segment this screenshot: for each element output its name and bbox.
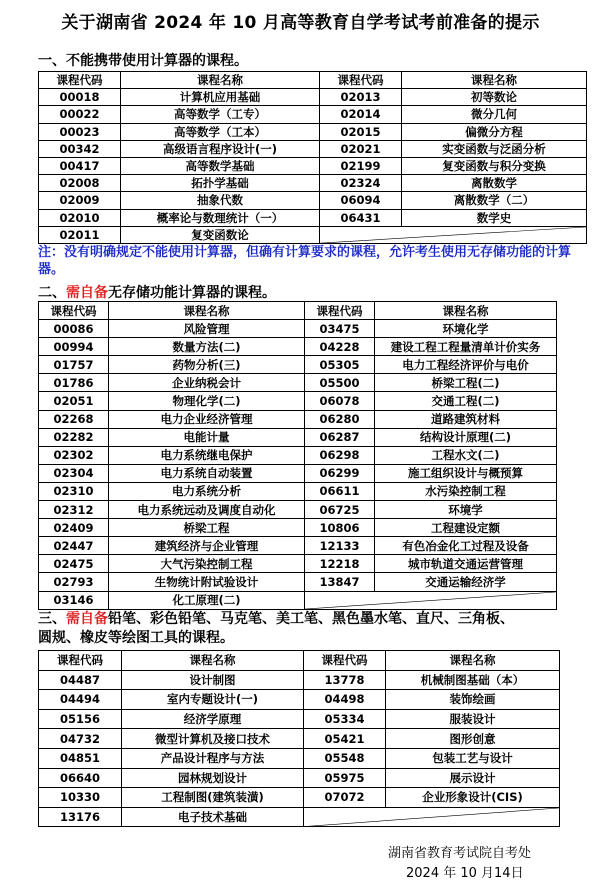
course-code: 04851 <box>39 748 122 768</box>
course-name: 概率论与数理统计（一） <box>121 209 320 226</box>
course-name: 药物分析(三) <box>109 356 305 374</box>
table-row <box>39 709 560 729</box>
course-code: 02013 <box>320 89 402 106</box>
table-row <box>39 446 557 464</box>
course-code: 12133 <box>305 537 375 555</box>
course-name: 图形创意 <box>386 729 560 749</box>
course-code: 02447 <box>39 537 109 555</box>
course-code: 02051 <box>39 392 109 410</box>
course-name: 拓扑学基础 <box>121 175 320 192</box>
course-name: 经济学原理 <box>122 709 304 729</box>
course-name: 施工组织设计与概预算 <box>375 464 557 482</box>
course-name: 桥梁工程 <box>109 519 305 537</box>
course-name: 电力系统自动装置 <box>109 464 305 482</box>
calculator-note: 注：没有明确规定不能使用计算器，但确有计算要求的课程，允许考生使用无存储功能的计算器。 <box>38 245 572 277</box>
course-name: 微型计算机及接口技术 <box>122 729 304 749</box>
header-cell: 课程代码 <box>39 302 109 320</box>
course-name: 工程制图(建筑装潢) <box>122 788 304 808</box>
course-code: 05305 <box>305 356 375 374</box>
table-row <box>39 537 557 555</box>
course-code: 02282 <box>39 428 109 446</box>
course-name: 产品设计程序与方法 <box>122 748 304 768</box>
course-name: 室内专题设计(一) <box>122 690 304 710</box>
course-code: 06094 <box>320 192 402 209</box>
course-name: 数量方法(二) <box>109 338 305 356</box>
course-name: 生物统计附试验设计 <box>109 573 305 591</box>
course-code: 00417 <box>39 157 121 174</box>
course-name: 电力系统分析 <box>109 482 305 500</box>
course-name: 服装设计 <box>386 709 560 729</box>
course-name: 复变函数论 <box>121 226 320 243</box>
header-row <box>39 302 557 320</box>
table-row <box>39 482 557 500</box>
course-name: 偏微分方程 <box>402 123 587 140</box>
header-cell: 课程名称 <box>386 651 560 671</box>
course-name: 设计制图 <box>122 670 304 690</box>
header-row <box>39 72 587 89</box>
course-name: 交通运输经济学 <box>375 573 557 591</box>
table-row <box>39 591 557 609</box>
table-row <box>39 192 587 209</box>
table-row <box>39 788 560 808</box>
table-row <box>39 338 557 356</box>
course-name: 物理化学(二) <box>109 392 305 410</box>
table-row <box>39 428 557 446</box>
table-row <box>39 175 587 192</box>
course-name: 环境学 <box>375 501 557 519</box>
table-needs-calculator <box>38 301 557 610</box>
header-row <box>39 651 560 671</box>
course-code: 02312 <box>39 501 109 519</box>
course-name: 高等数学（工本） <box>121 123 320 140</box>
course-name: 实变函数与泛函分析 <box>402 140 587 157</box>
course-name: 计算机应用基础 <box>121 89 320 106</box>
course-name: 交通工程(二) <box>375 392 557 410</box>
course-name: 电力工程经济评价与电价 <box>375 356 557 374</box>
course-name: 电子技术基础 <box>122 807 304 827</box>
table-row <box>39 123 587 140</box>
course-name: 微分几何 <box>402 106 587 123</box>
course-code: 03146 <box>39 591 109 609</box>
table-row <box>39 573 557 591</box>
course-code: 02475 <box>39 555 109 573</box>
course-code: 04732 <box>39 729 122 749</box>
course-code: 02014 <box>320 106 402 123</box>
table-row <box>39 519 557 537</box>
course-code: 00018 <box>39 89 121 106</box>
course-name: 离散数学（二） <box>402 192 587 209</box>
course-code: 02268 <box>39 410 109 428</box>
course-code: 04487 <box>39 670 122 690</box>
course-code: 02010 <box>39 209 121 226</box>
course-code: 00023 <box>39 123 121 140</box>
table-row <box>39 670 560 690</box>
course-name: 包装工艺与设计 <box>386 748 560 768</box>
empty-cell <box>304 807 560 827</box>
table-row <box>39 807 560 827</box>
header-cell: 课程代码 <box>39 651 122 671</box>
course-name: 展示设计 <box>386 768 560 788</box>
course-name: 抽象代数 <box>121 192 320 209</box>
header-cell: 课程名称 <box>109 302 305 320</box>
course-code: 05500 <box>305 374 375 392</box>
course-name: 企业纳税会计 <box>109 374 305 392</box>
course-code: 12218 <box>305 555 375 573</box>
course-code: 05548 <box>304 748 386 768</box>
table-row <box>39 226 587 243</box>
course-code: 05421 <box>304 729 386 749</box>
section2-highlight: 需自备 <box>66 285 108 301</box>
course-code: 00022 <box>39 106 121 123</box>
footer-org: 湖南省教育考试院自考处 <box>388 846 532 861</box>
course-code: 06280 <box>305 410 375 428</box>
course-name: 高等数学（工专） <box>121 106 320 123</box>
course-code: 06078 <box>305 392 375 410</box>
table-row <box>39 209 587 226</box>
header-cell: 课程代码 <box>39 72 121 89</box>
course-code: 04494 <box>39 690 122 710</box>
page-title: 关于湖南省 2024 年 10 月高等教育自学考试考前准备的提示 <box>61 13 540 33</box>
course-name: 电力系统远动及调度自动化 <box>109 501 305 519</box>
course-code: 06611 <box>305 482 375 500</box>
course-code: 13778 <box>304 670 386 690</box>
table-row <box>39 410 557 428</box>
course-code: 05334 <box>304 709 386 729</box>
course-code: 06287 <box>305 428 375 446</box>
course-code: 02409 <box>39 519 109 537</box>
footer-date: 2024 年 10 月14日 <box>406 866 524 881</box>
course-code: 00342 <box>39 140 121 157</box>
header-cell: 课程名称 <box>402 72 587 89</box>
table-row <box>39 555 557 573</box>
diagonal-slash <box>320 227 586 243</box>
course-code: 02324 <box>320 175 402 192</box>
course-code: 06640 <box>39 768 122 788</box>
table-row <box>39 392 557 410</box>
table-row <box>39 106 587 123</box>
table-row <box>39 140 587 157</box>
course-name: 企业形象设计(CIS) <box>386 788 560 808</box>
diagonal-slash <box>305 592 556 609</box>
table-row <box>39 320 557 338</box>
course-name: 水污染控制工程 <box>375 482 557 500</box>
course-code: 01786 <box>39 374 109 392</box>
course-name: 大气污染控制工程 <box>109 555 305 573</box>
course-name: 环境化学 <box>375 320 557 338</box>
course-code: 06725 <box>305 501 375 519</box>
course-name: 复变函数与积分变换 <box>402 157 587 174</box>
table-row <box>39 374 557 392</box>
section3-heading: 三、需自备铅笔、彩色铅笔、马克笔、美工笔、黑色墨水笔、直尺、三角板、 圆规、橡皮等绘图工具的课程。 <box>38 611 514 646</box>
table-row <box>39 89 587 106</box>
course-code: 02021 <box>320 140 402 157</box>
course-name: 建筑经济与企业管理 <box>109 537 305 555</box>
header-cell: 课程代码 <box>304 651 386 671</box>
course-code: 02310 <box>39 482 109 500</box>
course-code: 02302 <box>39 446 109 464</box>
course-name: 建设工程工程量清单计价实务 <box>375 338 557 356</box>
course-code: 13176 <box>39 807 122 827</box>
section2-heading: 二、需自备无存储功能计算器的课程。 <box>38 285 276 301</box>
header-cell: 课程代码 <box>320 72 402 89</box>
course-name: 高级语言程序设计(一) <box>121 140 320 157</box>
course-name: 机械制图基础（本） <box>386 670 560 690</box>
course-name: 电力系统继电保护 <box>109 446 305 464</box>
course-code: 06431 <box>320 209 402 226</box>
table-row <box>39 157 587 174</box>
header-cell: 课程名称 <box>121 72 320 89</box>
header-cell: 课程代码 <box>305 302 375 320</box>
course-name: 有色冶金化工过程及设备 <box>375 537 557 555</box>
course-name: 初等数论 <box>402 89 587 106</box>
course-code: 00994 <box>39 338 109 356</box>
course-code: 02015 <box>320 123 402 140</box>
course-code: 10330 <box>39 788 122 808</box>
table-row <box>39 464 557 482</box>
course-name: 离散数学 <box>402 175 587 192</box>
course-code: 02009 <box>39 192 121 209</box>
table-drawing-tools <box>38 650 560 827</box>
course-name: 电力企业经济管理 <box>109 410 305 428</box>
course-code: 03475 <box>305 320 375 338</box>
table-row <box>39 729 560 749</box>
course-code: 02008 <box>39 175 121 192</box>
course-code: 07072 <box>304 788 386 808</box>
section1-heading: 一、不能携带使用计算器的课程。 <box>38 53 248 69</box>
course-name: 园林规划设计 <box>122 768 304 788</box>
course-name: 高等数学基础 <box>121 157 320 174</box>
course-name: 工程建设定额 <box>375 519 557 537</box>
course-name: 结构设计原理(二) <box>375 428 557 446</box>
course-name: 桥梁工程(二) <box>375 374 557 392</box>
course-name: 装饰绘画 <box>386 690 560 710</box>
course-code: 06298 <box>305 446 375 464</box>
table-row <box>39 768 560 788</box>
course-code: 02793 <box>39 573 109 591</box>
table-row <box>39 356 557 374</box>
empty-cell <box>320 226 587 243</box>
course-name: 风险管理 <box>109 320 305 338</box>
course-code: 13847 <box>305 573 375 591</box>
header-cell: 课程名称 <box>375 302 557 320</box>
diagonal-slash <box>304 808 559 827</box>
course-code: 02304 <box>39 464 109 482</box>
course-code: 04228 <box>305 338 375 356</box>
table-row <box>39 501 557 519</box>
course-name: 电能计量 <box>109 428 305 446</box>
course-name: 工程水文(二) <box>375 446 557 464</box>
course-name: 城市轨道交通运营管理 <box>375 555 557 573</box>
table-row <box>39 690 560 710</box>
header-cell: 课程名称 <box>122 651 304 671</box>
course-name: 道路建筑材料 <box>375 410 557 428</box>
course-name: 化工原理(二) <box>109 591 305 609</box>
empty-cell <box>305 591 557 609</box>
table-row <box>39 748 560 768</box>
course-code: 02199 <box>320 157 402 174</box>
course-code: 00086 <box>39 320 109 338</box>
course-code: 02011 <box>39 226 121 243</box>
section3-highlight: 需自备 <box>66 611 108 627</box>
course-code: 04498 <box>304 690 386 710</box>
course-name: 数学史 <box>402 209 587 226</box>
course-code: 05156 <box>39 709 122 729</box>
course-code: 10806 <box>305 519 375 537</box>
course-code: 06299 <box>305 464 375 482</box>
table-no-calculator <box>38 71 587 244</box>
course-code: 05975 <box>304 768 386 788</box>
course-code: 01757 <box>39 356 109 374</box>
